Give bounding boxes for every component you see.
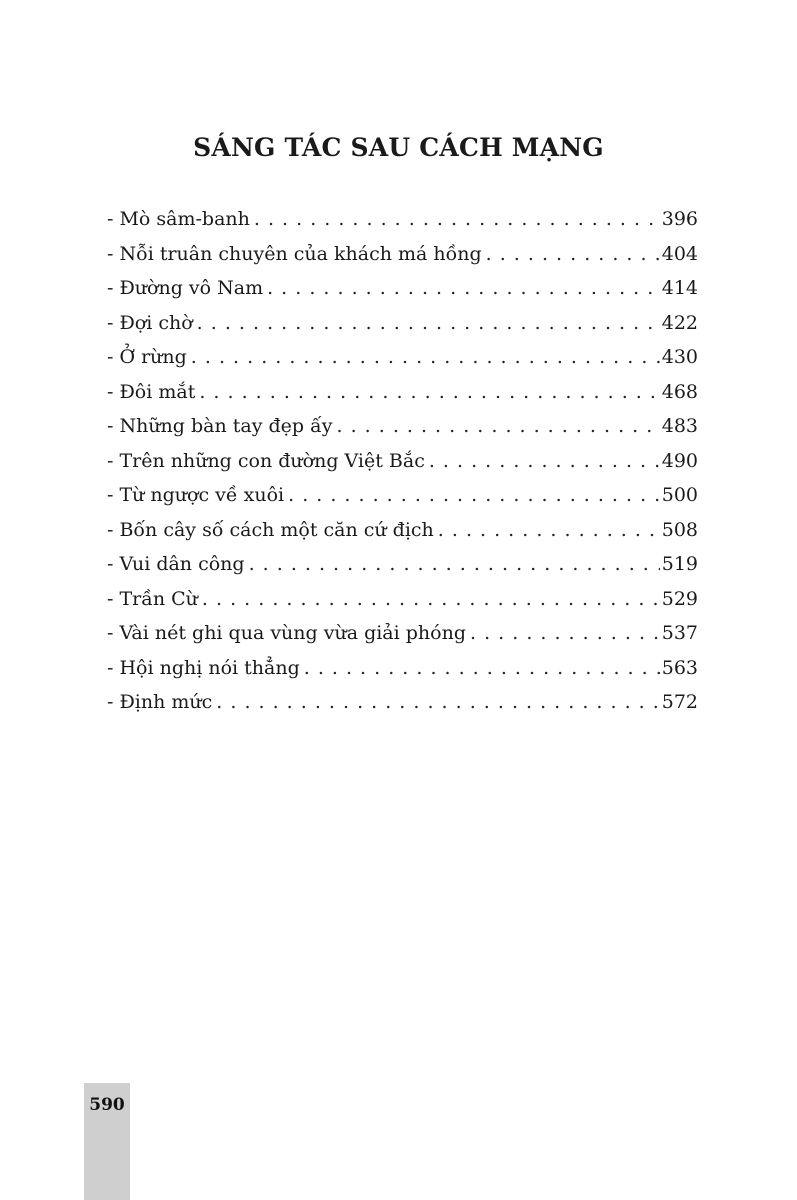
toc-entry-title: - Mò sâm-banh xyxy=(107,208,250,230)
toc-entry-title: - Từ ngược về xuôi xyxy=(107,484,285,506)
toc-entry-page: 396 xyxy=(661,208,698,230)
toc-entry-title: - Vui dân công xyxy=(107,553,245,575)
toc-entry-title: - Ở rừng xyxy=(107,346,187,368)
toc-entry-title: - Vài nét ghi qua vùng vừa giải phóng xyxy=(107,622,466,644)
toc-dot-leader xyxy=(191,340,660,375)
page-number-tab xyxy=(84,1083,130,1200)
toc-dot-leader xyxy=(486,237,660,272)
toc-entry-page: 430 xyxy=(661,346,698,368)
toc-entry-title: - Trần Cừ xyxy=(107,587,198,610)
toc-entry-page: 519 xyxy=(661,553,698,575)
toc-dot-leader xyxy=(197,306,660,341)
toc-entry xyxy=(107,651,698,686)
toc-entry-title: - Bốn cây số cách một căn cứ địch xyxy=(107,518,434,541)
toc-dot-leader xyxy=(254,202,660,237)
toc-dot-leader xyxy=(267,271,660,306)
toc-entry xyxy=(107,547,698,582)
toc-entry-page: 529 xyxy=(661,587,698,610)
toc-entry xyxy=(107,306,698,341)
toc-entry xyxy=(107,685,698,720)
toc-entry xyxy=(107,478,698,513)
section-title: SÁNG TÁC SAU CÁCH MẠNG xyxy=(193,133,604,162)
toc-entry xyxy=(107,582,698,617)
toc-entry-title: - Nỗi truân chuyên của khách má hồng xyxy=(107,242,482,265)
toc-entry-title: - Trên những con đường Việt Bắc xyxy=(107,449,425,472)
toc-dot-leader xyxy=(438,513,660,548)
toc-entry-title: - Đôi mắt xyxy=(107,380,196,403)
toc-dot-leader xyxy=(216,685,659,720)
toc-entry xyxy=(107,409,698,444)
toc-entry-title: - Đường vô Nam xyxy=(107,277,264,299)
toc-entry-page: 490 xyxy=(661,449,698,472)
toc-entry xyxy=(107,271,698,306)
toc-dot-leader xyxy=(304,651,660,686)
toc-entry-title: - Những bàn tay đẹp ấy xyxy=(107,415,333,437)
page-number: 590 xyxy=(89,1095,125,1115)
toc-entry-page: 483 xyxy=(661,415,698,437)
toc-entry-page: 537 xyxy=(661,622,698,644)
toc-entry-page: 500 xyxy=(661,484,698,506)
toc-entry-page: 572 xyxy=(661,691,698,713)
toc-dot-leader xyxy=(470,616,660,651)
toc-entry xyxy=(107,444,698,479)
toc-entry xyxy=(107,202,698,237)
toc-dot-leader xyxy=(202,582,660,617)
toc-entry-page: 422 xyxy=(661,311,698,334)
toc-entry xyxy=(107,340,698,375)
toc-entry xyxy=(107,616,698,651)
toc-entry xyxy=(107,237,698,272)
toc-entry-page: 404 xyxy=(661,242,698,265)
toc-entry xyxy=(107,375,698,410)
toc-dot-leader xyxy=(337,409,660,444)
toc-entry-page: 563 xyxy=(661,656,698,679)
toc-entry-page: 468 xyxy=(661,380,698,403)
toc-dot-leader xyxy=(429,444,660,479)
toc-dot-leader xyxy=(288,478,660,513)
table-of-contents xyxy=(107,202,698,720)
toc-entry xyxy=(107,513,698,548)
toc-entry-title: - Đợi chờ xyxy=(107,311,193,334)
toc-dot-leader xyxy=(249,547,660,582)
toc-dot-leader xyxy=(199,375,659,410)
toc-entry-title: - Hội nghị nói thẳng xyxy=(107,656,300,679)
toc-entry-page: 508 xyxy=(661,518,698,541)
toc-entry-title: - Định mức xyxy=(107,691,213,713)
toc-entry-page: 414 xyxy=(661,277,698,299)
